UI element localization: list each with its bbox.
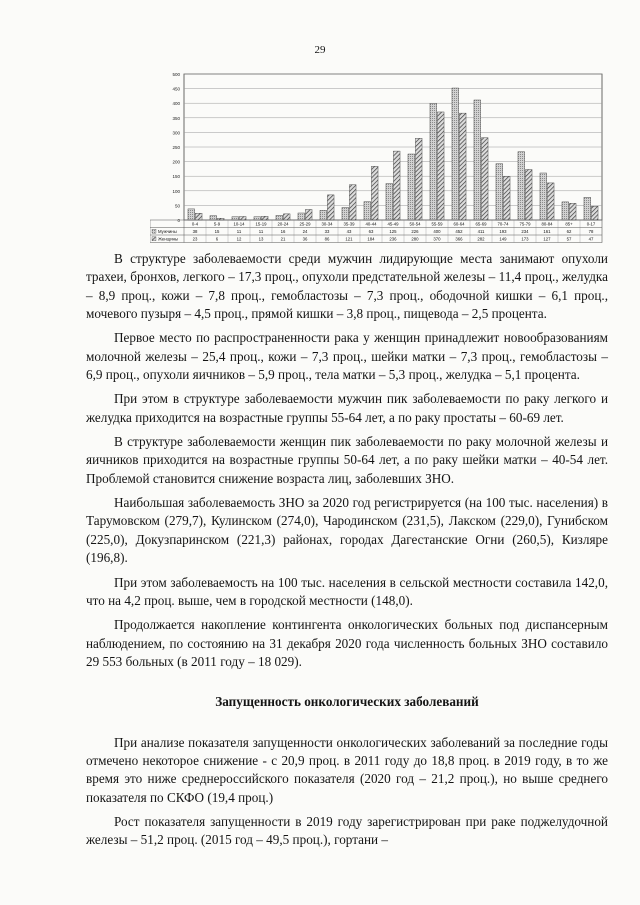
data-label-men: 62 (566, 229, 572, 234)
data-label-men: 11 (236, 229, 242, 234)
data-label-women: 370 (433, 236, 441, 242)
bar-men-0-4 (188, 209, 195, 220)
x-category-label: 50-54 (409, 221, 421, 227)
x-category-label: 0-4 (191, 221, 199, 227)
data-label-men: 161 (543, 229, 551, 234)
y-tick-label: 100 (172, 188, 180, 194)
x-category-label: 65-69 (475, 221, 487, 227)
x-category-label: 25-29 (299, 221, 311, 227)
data-label-women: 21 (280, 236, 286, 242)
bar-women-15-19 (261, 216, 268, 220)
paragraph-men-structure: В структуре заболеваемости среди мужчин лидирующие места занимают опухоли трахеи, бронхов, легкого – 17,3 проц., опухоли предстательной железы – 11,4 проц., желудка – 8,9 проц., кожи – 7,8 проц., гемобластозы – 7,3 проц., ободочной кишки – 6,1 проц., мочевого пузыря – 4,5 проц., прямой кишки – 3,8 проц., пищевода – 2,5 процента. (86, 251, 608, 322)
data-label-women: 280 (411, 236, 419, 242)
bar-men-10-14 (232, 217, 239, 220)
legend-swatch (152, 229, 156, 233)
bar-men-45-49 (386, 184, 393, 221)
y-tick-label: 300 (172, 130, 180, 136)
data-label-women: 47 (588, 236, 594, 242)
x-category-label: 35-39 (343, 221, 355, 227)
bar-women-5-9 (217, 218, 224, 220)
bar-women-0-17 (591, 206, 598, 220)
data-label-men: 411 (477, 229, 485, 234)
x-category-label: 70-74 (497, 221, 509, 227)
bar-men-35-39 (342, 207, 349, 220)
bar-women-50-54 (415, 138, 422, 220)
section-heading: Запущенность онкологических заболеваний (215, 694, 479, 710)
data-label-women: 184 (367, 236, 375, 242)
data-label-women: 121 (345, 236, 353, 242)
data-label-men: 226 (411, 229, 419, 234)
bar-men-30-34 (320, 210, 327, 220)
bar-men-20-24 (276, 215, 283, 220)
legend-swatch (152, 237, 156, 241)
x-category-label: 75-79 (519, 221, 531, 227)
x-category-label: 80-84 (541, 221, 553, 227)
y-tick-label: 200 (172, 159, 180, 165)
bar-women-0-4 (195, 213, 202, 220)
y-tick-label: 250 (172, 145, 180, 150)
bar-women-75-79 (525, 169, 532, 220)
data-label-women: 13 (258, 236, 264, 242)
bar-men-0-17 (584, 197, 591, 220)
bar-women-25-29 (305, 209, 312, 220)
x-category-label: 85+ (565, 221, 573, 227)
bar-women-55-59 (437, 112, 444, 220)
bar-women-35-39 (349, 185, 356, 220)
data-label-men: 63 (368, 229, 374, 234)
data-label-men: 11 (258, 229, 264, 234)
data-label-women: 57 (566, 236, 572, 242)
bar-women-60-64 (459, 113, 466, 220)
bar-men-50-54 (408, 154, 415, 220)
data-label-women: 282 (477, 236, 485, 242)
paragraph-highest-incidence: Наибольшая заболеваемость ЗНО за 2020 год регистрируется (на 100 тыс. населения) в Тарумовском (279,7), Кулинском (274,0), Чародинском (231,5), Лакском (229,0), Гунибском (225,0), Докузпаринском (221,3) районах, городах Дагестанские Огни (260,5), Кизляре (196,8). (86, 495, 608, 566)
data-label-women: 12 (236, 236, 242, 242)
legend-label: Мужчины (158, 229, 177, 234)
data-label-women: 86 (324, 236, 330, 242)
bar-men-75-79 (518, 152, 525, 220)
bar-men-5-9 (210, 216, 217, 220)
paragraph-men-peak: При этом в структуре заболеваемости мужчин пик заболеваемости по раку легкого и желудка приходится на возрастные группы 55-64 лет, а по раку простаты – 60-69 лет. (86, 391, 608, 425)
x-category-label: 40-44 (365, 221, 377, 227)
bar-men-85+ (562, 202, 569, 220)
x-category-label: 0-17 (586, 221, 596, 227)
y-tick-label: 450 (172, 86, 180, 92)
bar-men-65-69 (474, 100, 481, 220)
y-tick-label: 400 (172, 101, 180, 107)
data-label-men: 193 (499, 229, 507, 234)
data-label-women: 23 (192, 236, 198, 242)
data-label-men: 234 (521, 229, 529, 234)
paragraph-women-structure: Первое место по распространенности рака у женщин принадлежит новообразованиям молочной железы – 25,4 проц., кожи – 7,3 проц., шейки матки – 7,3 проц., гемобластозы – 6,9 проц., опухоли яичников – 5,9 проц., тела матки – 5,3 проц., желудка – 5,1 процента. (86, 330, 608, 383)
data-label-women: 149 (499, 236, 507, 242)
bar-men-25-29 (298, 213, 305, 220)
x-category-label: 15-19 (255, 221, 267, 227)
bar-women-20-24 (283, 214, 290, 220)
x-category-label: 20-24 (277, 221, 289, 227)
bar-women-30-34 (327, 195, 334, 220)
x-category-label: 30-34 (321, 221, 333, 227)
paragraph-neglect-analysis: При анализе показателя запущенности онкологических заболеваний за последние годы отмечено некоторое снижение - с 20,9 проц. в 2011 году до 18,8 проц. в 2019 году, в то же время это ниже среднероссийского показателя (2020 год – 21,2 проц.), но выше среднего показателя по СКФО (19,4 проц.) (86, 734, 608, 805)
bar-women-70-74 (503, 176, 510, 220)
paragraph-rural-urban: При этом заболеваемость на 100 тыс. населения в сельской местности составила 142,0, что на 4,2 проц. выше, чем в городской местности (148,0). (86, 574, 608, 608)
y-tick-label: 350 (172, 115, 180, 121)
bar-women-45-49 (393, 151, 400, 220)
data-label-women: 36 (302, 236, 308, 242)
bar-women-80-84 (547, 183, 554, 220)
x-category-label: 55-59 (431, 221, 443, 227)
data-label-women: 236 (389, 236, 397, 242)
data-label-men: 24 (302, 229, 308, 234)
bar-men-70-74 (496, 164, 503, 220)
data-label-men: 400 (433, 229, 441, 234)
data-label-women: 127 (543, 236, 551, 242)
bar-men-40-44 (364, 202, 371, 220)
bar-women-65-69 (481, 138, 488, 220)
bar-men-15-19 (254, 217, 261, 220)
y-tick-label: 0 (177, 218, 180, 223)
page-number: 29 (314, 44, 326, 56)
x-category-label: 5-9 (213, 221, 221, 227)
age-incidence-bar-chart (150, 68, 610, 246)
y-tick-label: 150 (172, 174, 180, 180)
paragraph-contingent: Продолжается накопление контингента онкологических больных под диспансерным наблюдением, по состоянию на 31 декабря 2020 года численность больных ЗНО составило 29 553 больных (в 2011 году – 18 029). (86, 617, 608, 669)
paragraph-women-peak: В структуре заболеваемости женщин пик заболеваемости по раку молочной железы и яичников приходится на возрастные группы 50-64 лет, а по раку шейки матки – 40-54 лет. Проблемой становится снижение возраста лиц, заболевших ЗНО. (86, 434, 608, 486)
bar-men-55-59 (430, 103, 437, 220)
data-label-men: 452 (455, 229, 463, 234)
data-label-women: 6 (215, 236, 219, 242)
data-label-men: 43 (346, 229, 352, 234)
bar-women-85+ (569, 203, 576, 220)
data-label-women: 173 (521, 236, 529, 242)
data-label-men: 78 (588, 229, 594, 234)
data-label-women: 366 (455, 236, 463, 242)
bar-women-40-44 (371, 166, 378, 220)
data-label-men: 33 (324, 229, 330, 234)
data-label-men: 125 (389, 229, 397, 234)
paragraph-neglect-growth: Рост показателя запущенности в 2019 году зарегистрирован при раке поджелудочной железы – 51,2 проц. (2015 год – 49,5 проц.), гортани – (86, 813, 608, 848)
bar-women-10-14 (239, 216, 246, 220)
y-tick-label: 500 (172, 72, 180, 77)
y-tick-label: 50 (174, 203, 180, 209)
x-category-label: 10-14 (233, 221, 245, 227)
bar-men-60-64 (452, 88, 459, 220)
data-label-men: 15 (214, 229, 220, 234)
x-category-label: 60-64 (453, 221, 465, 227)
bar-men-80-84 (540, 173, 547, 220)
data-label-men: 38 (192, 229, 198, 234)
x-category-label: 45-49 (387, 221, 399, 227)
data-label-men: 16 (280, 229, 286, 234)
body-text (86, 250, 608, 850)
legend-label: Женщины (158, 236, 179, 242)
